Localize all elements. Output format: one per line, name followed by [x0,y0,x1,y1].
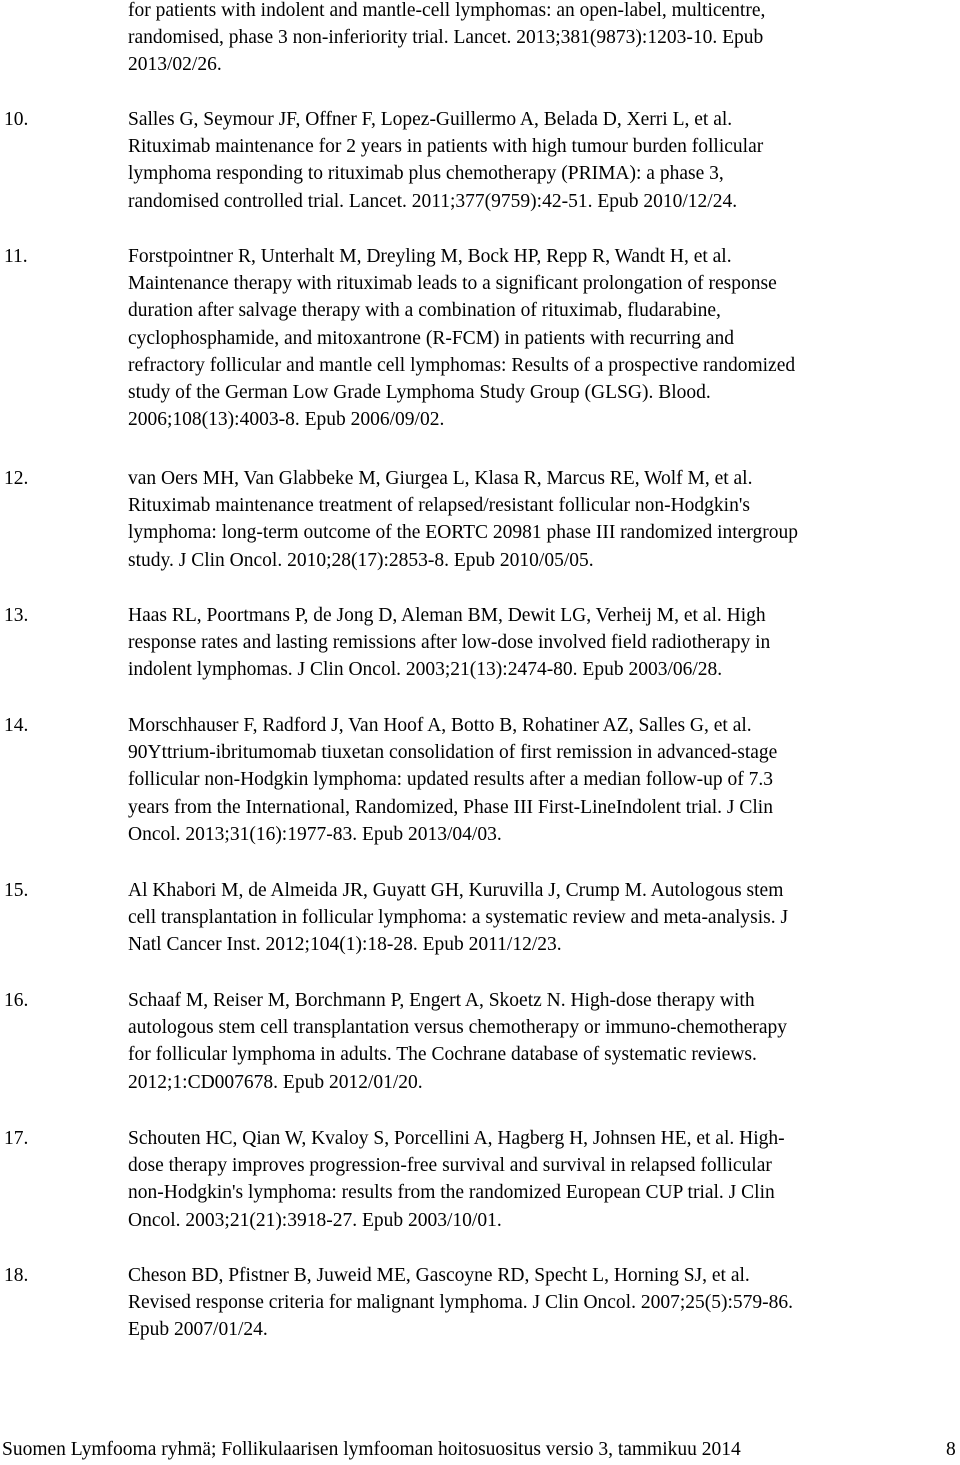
reference-text [128,243,928,433]
reference-line: Rituximab maintenance treatment of relapsed/resistant follicular non-Hodgkin's [128,495,750,517]
reference-text [128,465,928,574]
reference-text [128,1125,928,1234]
reference-line: duration after salvage therapy with a combination of rituximab, fludarabine, [128,300,721,322]
continuation-reference [128,0,928,79]
reference-line: Epub 2007/01/24. [128,1319,268,1341]
reference-line: randomised controlled trial. Lancet. 2011;377(9759):42-51. Epub 2010/12/24. [128,190,738,212]
reference-line: lymphoma responding to rituximab plus chemotherapy (PRIMA): a phase 3, [128,163,724,185]
reference-line: 2013/02/26. [128,54,222,76]
reference-line: refractory follicular and mantle cell lymphomas: Results of a prospective randomized [128,354,796,376]
reference-text [128,602,928,684]
reference-line: Morschhauser F, Radford J, Van Hoof A, Botto B, Rohatiner AZ, Salles G, et al. [128,715,752,736]
reference-line: van Oers MH, Van Glabbeke M, Giurgea L, Klasa R, Marcus RE, Wolf M, et al. [128,468,753,489]
reference-line: Maintenance therapy with rituximab leads to a significant prolongation of response [128,273,777,295]
reference-line: Al Khabori M, de Almeida JR, Guyatt GH, Kuruvilla J, Crump M. Autologous stem [128,880,784,901]
reference-line: lymphoma: long-term outcome of the EORTC 20981 phase III randomized intergroup [128,522,798,544]
reference-text [128,106,928,215]
reference-line: 2012;1:CD007678. Epub 2012/01/20. [128,1071,423,1093]
reference-line: response rates and lasting remissions after low-dose involved field radiotherapy in [128,632,771,654]
reference-line: Forstpointner R, Unterhalt M, Dreyling M, Bock HP, Repp R, Wandt H, et al. [128,246,732,267]
reference-number: 15. [4,880,29,901]
reference-line: autologous stem cell transplantation versus chemotherapy or immuno-chemotherapy [128,1017,788,1039]
reference-line: Cheson BD, Pfistner B, Juweid ME, Gascoyne RD, Specht L, Horning SJ, et al. [128,1265,750,1286]
reference-line: 2006;108(13):4003-8. Epub 2006/09/02. [128,409,445,431]
reference-text [128,877,928,959]
reference-text [128,987,928,1096]
reference-number: 16. [4,990,29,1011]
footer-text: Suomen Lymfooma ryhmä; Follikulaarisen lymfooman hoitosuositus versio 3, tammikuu 2014 [2,1439,741,1460]
reference-line: Rituximab maintenance for 2 years in patients with high tumour burden follicular [128,136,764,158]
reference-line: non-Hodgkin's lymphoma: results from the randomized European CUP trial. J Clin [128,1182,775,1204]
reference-line: Revised response criteria for malignant lymphoma. J Clin Oncol. 2007;25(5):579-86. [128,1292,794,1314]
reference-number: 13. [4,605,29,626]
reference-line: Oncol. 2003;21(21):3918-27. Epub 2003/10/01. [128,1209,502,1231]
reference-line: 90Yttrium-ibritumomab tiuxetan consolidation of first remission in advanced-stage [128,742,778,764]
reference-line: dose therapy improves progression-free survival and survival in relapsed follicular [128,1155,772,1177]
reference-number: 17. [4,1128,29,1149]
reference-number: 11. [4,246,28,267]
reference-number: 18. [4,1265,29,1286]
reference-line: cell transplantation in follicular lymphoma: a systematic review and meta-analysis. J [128,907,789,929]
reference-line: for follicular lymphoma in adults. The Cochrane database of systematic reviews. [128,1044,757,1066]
reference-line: follicular non-Hodgkin lymphoma: updated results after a median follow-up of 7.3 [128,769,773,791]
page-number: 8 [946,1439,956,1460]
reference-line: study. J Clin Oncol. 2010;28(17):2853-8. Epub 2010/05/05. [128,549,594,571]
reference-line: for patients with indolent and mantle-cell lymphomas: an open-label, multicentre, [128,0,766,21]
reference-line: Schouten HC, Qian W, Kvaloy S, Porcellini A, Hagberg H, Johnsen HE, et al. High- [128,1128,785,1149]
reference-number: 14. [4,715,29,736]
reference-line: study of the German Low Grade Lymphoma Study Group (GLSG). Blood. [128,382,711,404]
reference-line: Schaaf M, Reiser M, Borchmann P, Engert A, Skoetz N. High-dose therapy with [128,990,755,1011]
reference-line: Natl Cancer Inst. 2012;104(1):18-28. Epub 2011/12/23. [128,934,562,956]
reference-line: randomised, phase 3 non-inferiority trial. Lancet. 2013;381(9873):1203-10. Epub [128,27,764,49]
page-footer [2,1436,956,1463]
reference-line: Oncol. 2013;31(16):1977-83. Epub 2013/04/03. [128,823,502,845]
reference-line: Salles G, Seymour JF, Offner F, Lopez-Guillermo A, Belada D, Xerri L, et al. [128,109,733,130]
reference-line: years from the International, Randomized, Phase III First-LineIndolent trial. J Clin [128,796,773,818]
reference-line: cyclophosphamide, and mitoxantrone (R-FCM) in patients with recurring and [128,327,734,349]
reference-text [128,712,928,848]
reference-line: Haas RL, Poortmans P, de Jong D, Aleman BM, Dewit LG, Verheij M, et al. High [128,605,766,626]
reference-line: indolent lymphomas. J Clin Oncol. 2003;21(13):2474-80. Epub 2003/06/28. [128,659,723,681]
reference-number: 10. [4,109,29,130]
reference-text [128,1262,928,1344]
reference-number: 12. [4,468,29,489]
